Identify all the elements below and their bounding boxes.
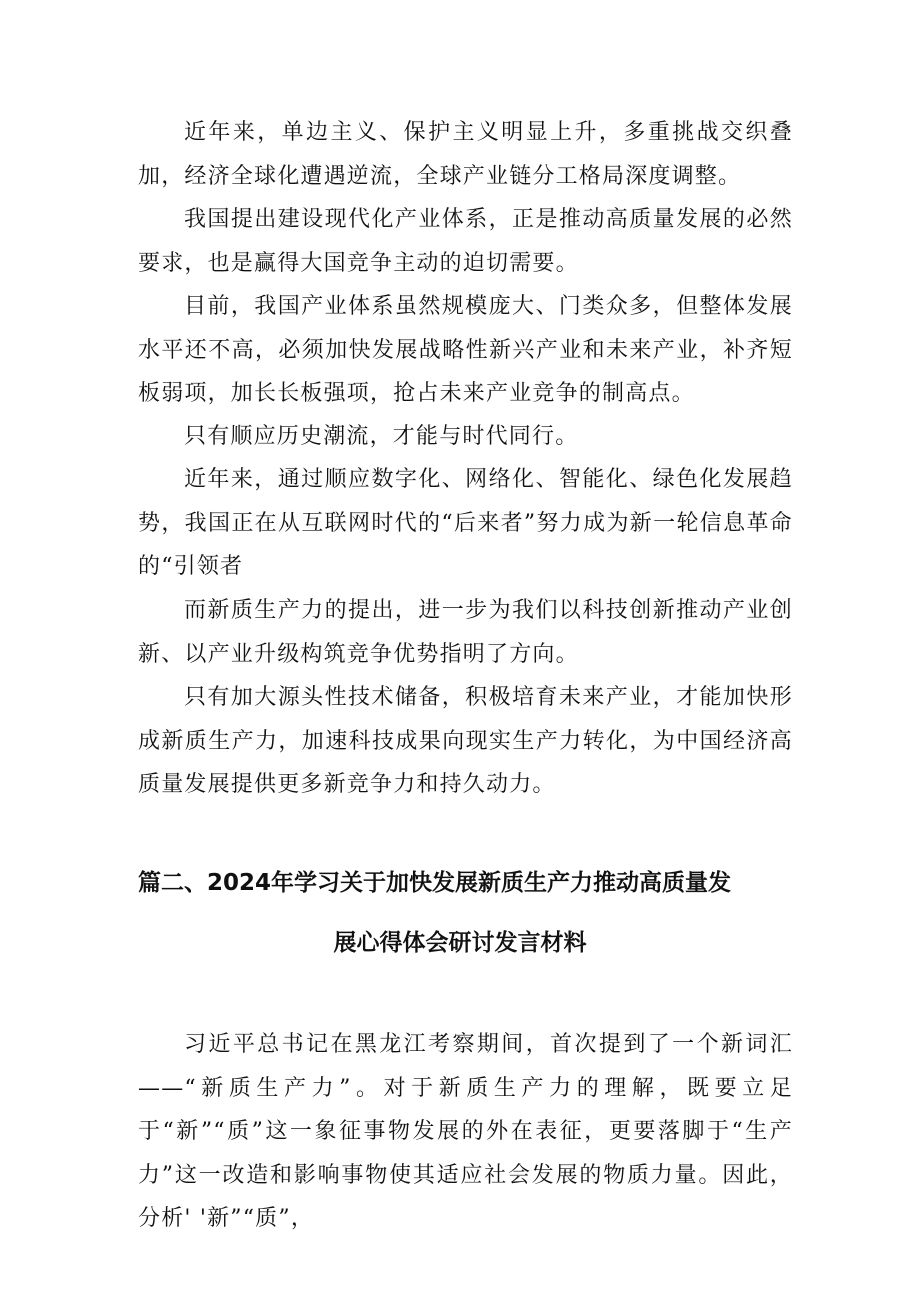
section-heading-line-2: 展心得体会研讨发言材料 (333, 930, 587, 956)
paragraph-7: 只有加大源头性技术储备，积极培育未来产业，才能加快形成新质生产力，加速科技成果向现实生产力转化，为中国经济高质量发展提供更多新竞争力和持久动力。 (138, 685, 793, 797)
section-heading-line-1: 篇二、2024年学习关于加快发展新质生产力推动高质量发 (138, 870, 732, 896)
paragraph-2: 我国提出建设现代化产业体系，正是推动高质量发展的必然要求，也是赢得大国竞争主动的迫切需要。 (138, 207, 793, 276)
paragraph-4: 只有顺应历史潮流，才能与时代同行。 (184, 424, 579, 449)
paragraph-3: 目前，我国产业体系虽然规模庞大、门类众多，但整体发展水平还不高，必须加快发展战略性新兴产业和未来产业，补齐短板弱项，加长长板强项，抢占未来产业竞争的制高点。 (138, 294, 793, 406)
paragraph-8: 习近平总书记在黑龙江考察期间，首次提到了一个新词汇——“新质生产力”。对于新质生产力的理解，既要立足于“新”“质”这一象征事物发展的外在表征，更要落脚于“生产力”这一改造和影响事物使其适应社会发展的物质力量。因此，分析' '新”“质”， (138, 1032, 793, 1231)
paragraph-6: 而新质生产力的提出，进一步为我们以科技创新推动产业创新、以产业升级构筑竞争优势指明了方向。 (138, 598, 793, 667)
paragraph-1: 近年来，单边主义、保护主义明显上升，多重挑战交织叠加，经济全球化遭遇逆流，全球产业链分工格局深度调整。 (138, 120, 793, 189)
paragraph-5: 近年来，通过顺应数字化、网络化、智能化、绿色化发展趋势，我国正在从互联网时代的“后来者”努力成为新一轮信息革命的“引领者 (138, 467, 793, 579)
